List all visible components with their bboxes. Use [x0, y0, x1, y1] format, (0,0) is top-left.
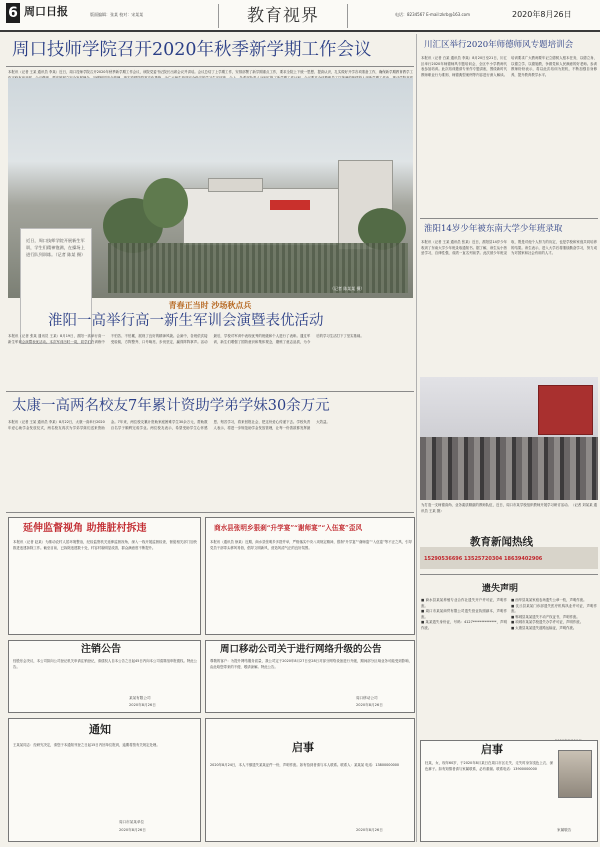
student-headline: 淮阳14岁少年被东南大学少年班录取	[424, 224, 563, 234]
rule-3	[420, 218, 598, 219]
tongzhi-signature: 周口市某某单位	[119, 820, 145, 824]
shangshui-box	[205, 517, 415, 635]
huaiyang-headline: 淮阳一高举行高一新生军训会演暨表优活动	[48, 313, 324, 329]
lost-notice-item: ■ 西华县某某家庭农场遗失公章一枚，声明作废。	[511, 598, 587, 602]
cancel-notice-body: 经股东会决议，本公司拟向公司登记机关申请注销登记，请债权人自本公告之日起45日内向本公司清算组申报债权。特此公告。	[13, 659, 198, 669]
contact-meta: 电话：8234567 E-mail:zkrb@163.com	[395, 12, 471, 17]
lost-notice-item: ■ 太康县某某遗失道路运输证，声明作废。	[511, 625, 577, 630]
shangshui-body: 本报讯（通讯员 徐某）近期，商水县张明乡多措并举，严格落实中央八项规定精神，狠刹“升学宴”“谢师宴”“入伍宴”等不正之风，引导党员干部带头移风易俗，倡导文明新风，营造风清气正的良好氛围。	[210, 540, 412, 550]
qishi-notice	[205, 718, 415, 842]
mobile-notice-signature: 周口移动公司	[356, 696, 378, 700]
lead-headline: 周口技师学院召开2020年秋季新学期工作会议	[12, 40, 372, 60]
teachers-photo	[420, 377, 598, 500]
student-body: 本报讯（记者 王某 通讯员 张某）近日，淮阳县14岁少年收到了东南大学少年班录取通知书。据了解，该生从小热爱学习，自律性强，成绩一直名列前茅。此次被少年班录取，既是对他个人努力的肯定，也是学校和家庭共同培养的结果。该生表示，进入大学后将继续勤奋学习，努力成为对国家和社会有用的人才。	[421, 240, 597, 256]
rule-2	[6, 512, 414, 513]
teachers-photo-caption: 为打造一支师德高尚、业务素质精湛的教师队伍，近日，周口市某学校组织教师开展学习研讨活动。（记者 刘某某 通讯员 王某 摄）	[421, 503, 597, 513]
photo-credit: （记者 陈某某 摄）	[330, 286, 365, 291]
column-divider	[416, 34, 417, 842]
lost-notices-title: 遗失声明	[482, 584, 519, 594]
taikang-body: 本报讯（记者 王某 通讯员 李某）8月22日，太康一高举行2020年爱心助学金发放仪式，两名校友再次为学弟学妹们送来资助金。7年来，两位校友累计资助家庭困难学生30余万元，帮助数百名学子顺利完成学业。两位校友表示，希望受助学生心怀感恩、刻苦学习，将来回报社会，把这份爱心传递下去。学校负责人表示，将进一步规范助学金发放管理，让每一份善款都发挥最大效益。	[8, 420, 330, 430]
taikang-headline: 太康一高两名校友7年累计资助学弟学妹30余万元	[12, 398, 330, 414]
lost-notice-item: ■ 郸城县某某遗失不动产权证书，声明作废。	[511, 614, 580, 619]
chuanhui-headline: 川汇区举行2020年师德师风专题培训会	[424, 40, 574, 50]
qishi-title: 启事	[292, 741, 314, 754]
qishi-date: 2020年8月26日	[356, 828, 383, 832]
lost-notice-item: ■ 某某遗失身份证，号码：4127**************，声明作废。	[421, 620, 507, 630]
mobile-notice	[205, 640, 415, 713]
shangshui-headline: 商水县张明乡狠刹“升学宴”“谢师宴”“入伍宴”歪风	[214, 524, 363, 532]
qishi-body: 2020年8月24日，本人不慎遗失某某证件一份，声明作废。如有拾到者请与本人联系。联系人：某某某 电话：13800000000	[210, 763, 400, 767]
lead-body-top: 本报讯（记者 王某 通讯员 李某）近日，周口技师学院召开2020年秋季新学期工作会议，该院党委书记院长出席会议并讲话。会议总结了上学期工作，安排部署了新学期重点工作，要求全院上下统一思想、提高认识，扎实做好开学各项准备工作，确保新学期教育教学工	[8, 70, 413, 74]
mobile-notice-body: 尊敬的客户：为提升网络服务质量，我公司定于2020年8月27日至28日对部分网络设备进行升级，期间部分区域业务可能受到影响，由此给您带来的不便，敬请谅解。特此公告。	[210, 659, 412, 669]
military-training-photo	[8, 78, 413, 298]
tongzhi-body: 王某某同志：经研究决定，请您于本通知刊登之日起15日内回单位报到，逾期将按有关规定处理。	[13, 743, 160, 747]
cancel-notice-title: 注销公告	[81, 644, 121, 655]
tongzhi-title: 通知	[89, 723, 111, 736]
mobile-notice-date: 2020年8月26日	[356, 703, 383, 707]
missing-person-body: 杜某，女，现年60岁，于2020年8月某日在周口市区走失，走失时身穿浅色上衣、深色裤子。如有知情者请与家属联系，必有重谢。联系电话：13900000000	[425, 761, 553, 771]
missing-person-photo	[558, 750, 592, 798]
mobile-notice-title: 周口移动公司关于进行网络升级的公告	[220, 644, 382, 655]
rule-1	[6, 391, 414, 392]
editor-meta: 版面编辑：张某 校对：宋某某	[90, 12, 144, 17]
missing-person-title: 启事	[481, 743, 503, 756]
supervision-body: 本报讯（记者 赵某）为推动农村人居环境整治，纪检监察机关延伸监督视角，深入一线开展监督检查，督促相关部门加快推进违建拆除工作。截至目前，已拆除违建数十处，村容村貌明显改善，群众满意度不断提升。	[13, 540, 197, 550]
huaiyang-body: 本报讯（记者 张某 通讯员 王某）8月19日，淮阳一高举行高一新生军训会演暨表优活动。本次军训历时一周，同学们在训练中不怕苦、不怕累，展现了良好的精神风貌。会演中，各班依次接受检阅，方阵整齐、口号响亮、步伐坚定，赢得阵阵掌声。活动最后，学校对军训中表现优秀的班级和个人进行了表彰。通过军训，新生们增强了国防意识和集体观念，磨炼了意志品质，为今后的学习生活打下了坚实基础。	[8, 334, 364, 344]
supervision-box	[8, 517, 201, 635]
lost-notice-item: ■ 沈丘县某某门诊部遗失医疗机构执业许可证，声明作废。	[511, 603, 597, 614]
lost-notice-item: ■ 商水县某某养殖专业合作社遗失开户许可证，声明作废。	[421, 598, 507, 608]
supervision-headline: 延伸监督视角 助推脏村拆违	[23, 523, 147, 534]
lost-notices-list	[421, 598, 597, 738]
photo-subcaption: 青春正当时 沙场秋点兵	[168, 300, 252, 310]
cancel-notice	[8, 640, 201, 713]
cancel-notice-date: 2020年8月26日	[129, 703, 156, 707]
lost-notice-item: ■ 周口市某某商贸有限公司遗失营业执照副本，声明作废。	[421, 609, 507, 619]
tongzhi-notice	[8, 718, 201, 842]
tongzhi-date: 2020年8月26日	[119, 828, 146, 832]
rule-4	[420, 574, 598, 575]
hotline-numbers: 15290536696 13525720304 18639402906	[424, 556, 543, 562]
lead-rule	[6, 66, 414, 67]
lost-notice-item: ■ 项城市某某学校遗失办学许可证，声明作废。	[511, 620, 584, 625]
page-number: 6	[6, 3, 20, 23]
chuanhui-body: 本报讯（记者 白某 通讯员 李某）8月20日至21日，川汇区举行2020年师德师风专题培训会，全区中小学教师代表参加培训。此次培训邀请专家作专题讲座，围绕新时代教师职业行为准则、师德典型案例等内容进行深入解读。培训要求广大教师要牢记立德树人根本任务，以德立身、以德立学、以德施教，争做党和人民满意的好老师。参训教师纷纷表示，将以此次培训为契机，不断加强自身修养，提升教育教学水平。	[421, 56, 597, 77]
missing-person-credit: 家属敬告	[557, 828, 572, 832]
newspaper-brand: 周口日报	[24, 5, 68, 18]
photo-caption: 近日，周口技师学院开展新生军训，学生们精神饱满，在操场上进行队列训练。（记者 陈某 摄）	[26, 238, 86, 257]
issue-date: 2020年8月26日	[512, 10, 572, 19]
section-title: 教育视界	[218, 4, 348, 28]
cancel-notice-signature: 某某有限公司	[129, 696, 151, 700]
hotline-title: 教育新闻热线	[470, 536, 533, 548]
